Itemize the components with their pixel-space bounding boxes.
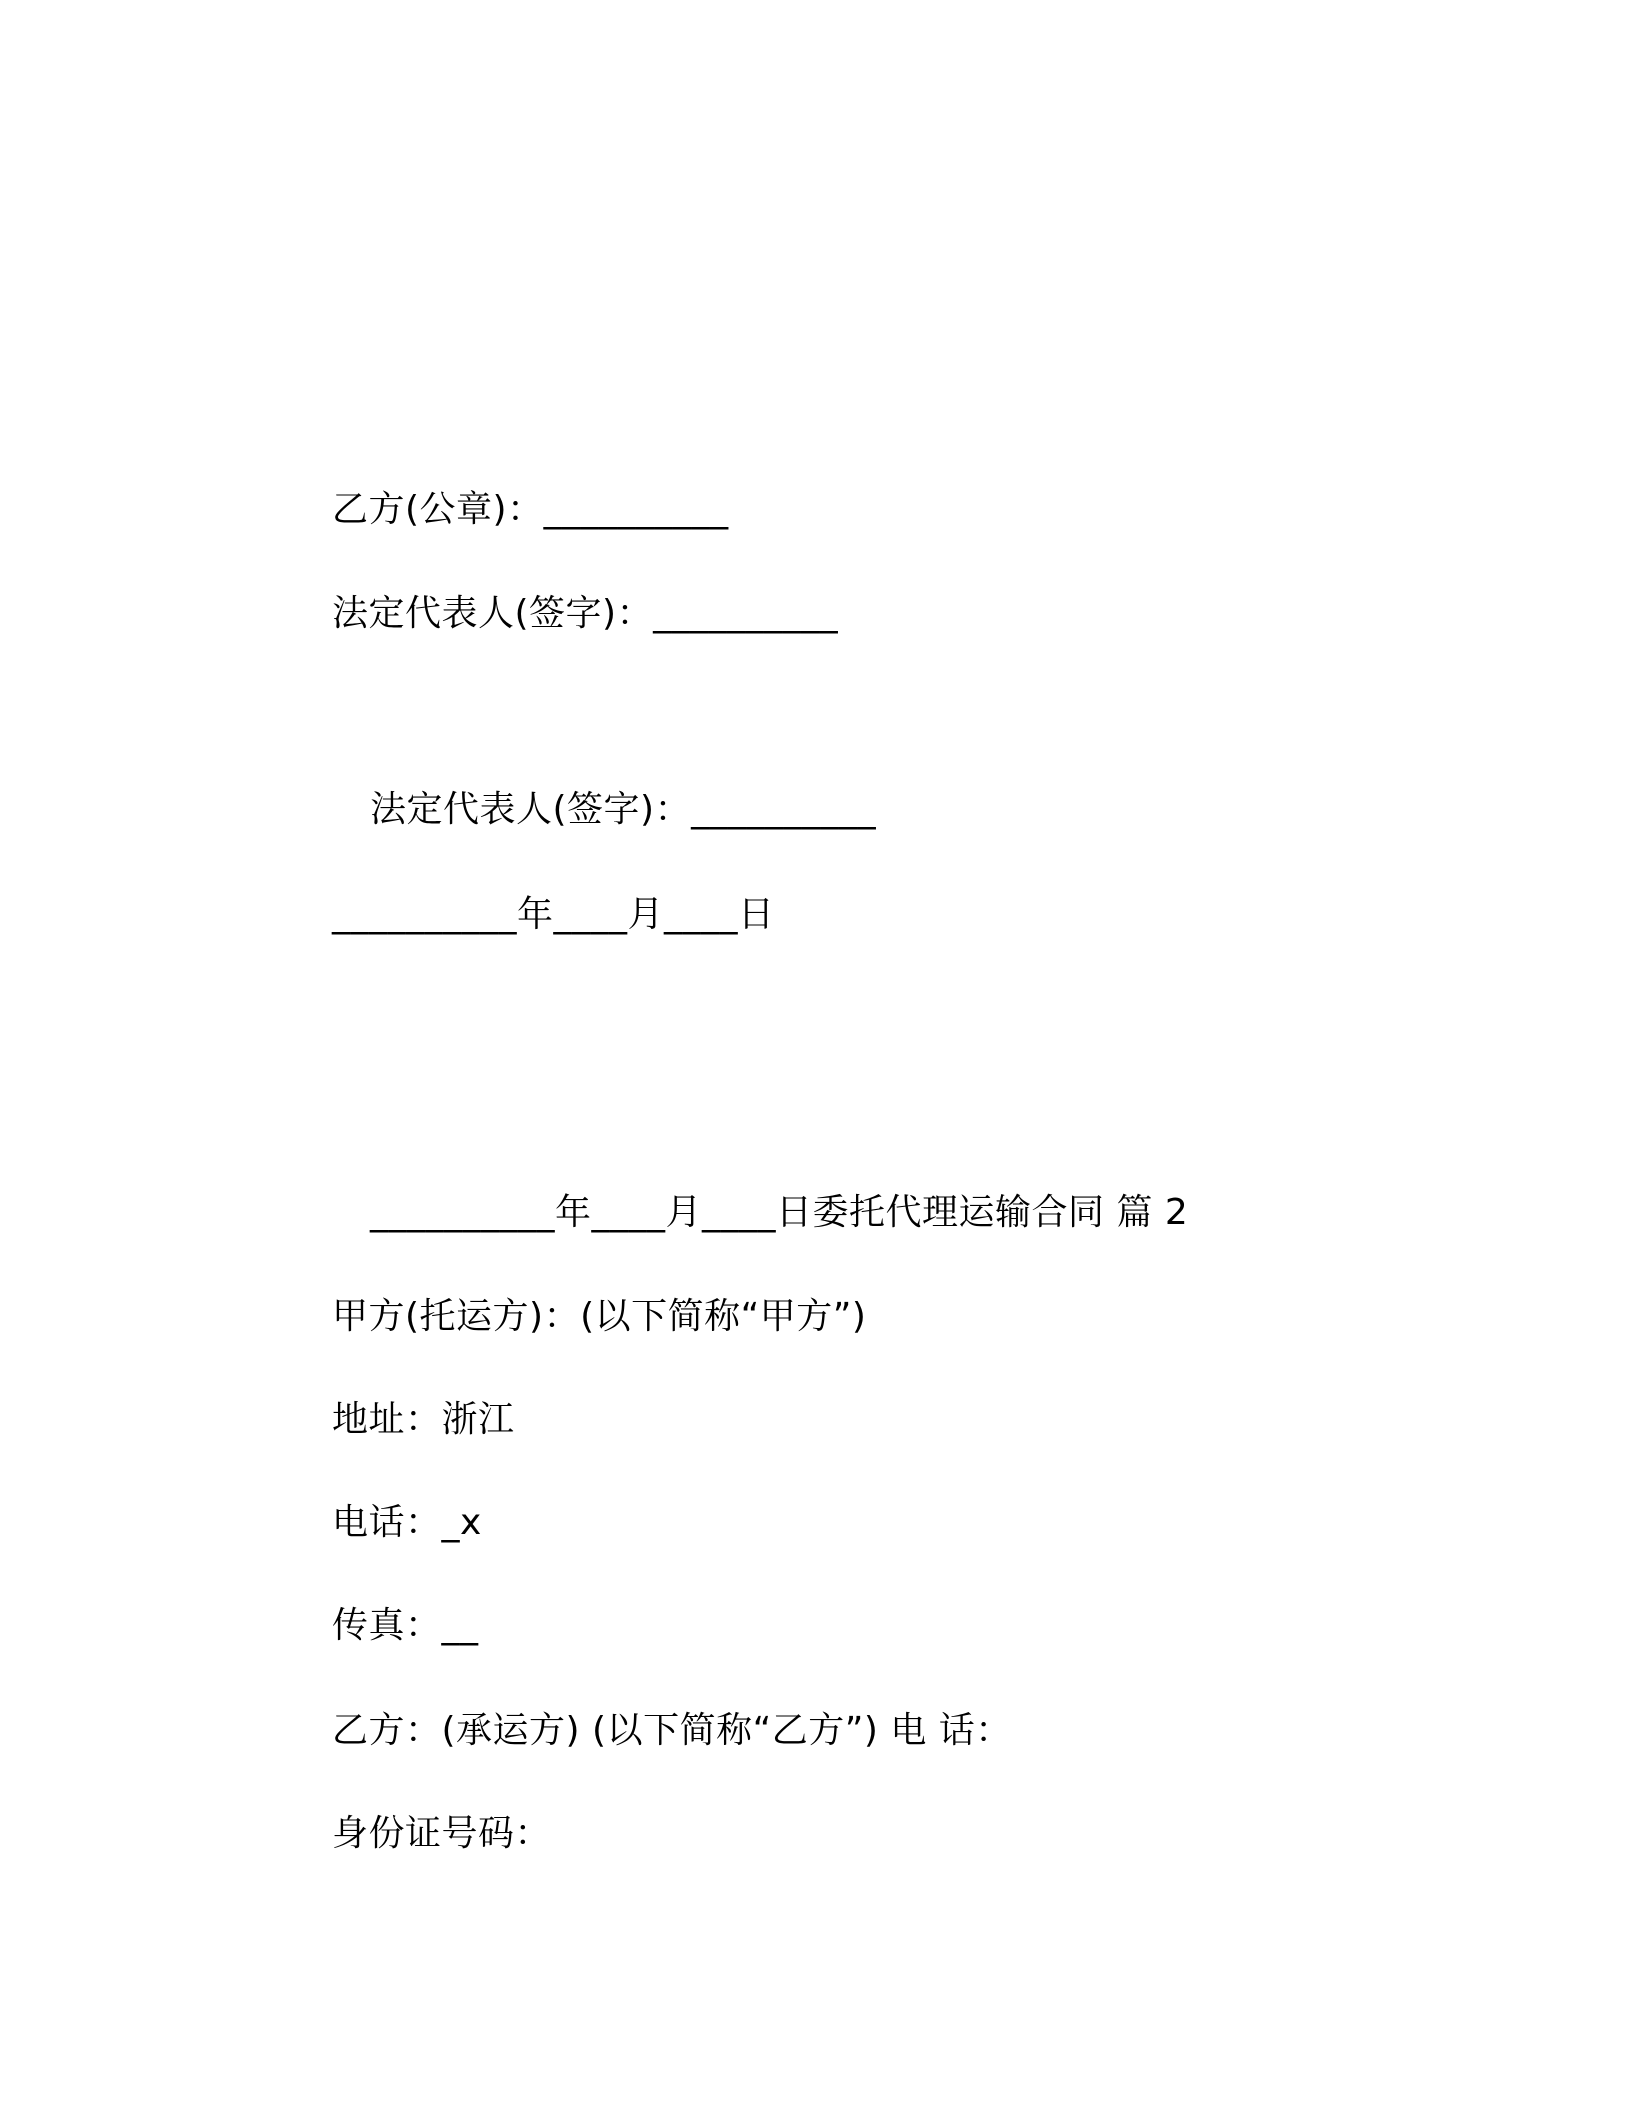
fax-line: 传真：__ bbox=[332, 1605, 479, 1646]
address-line: 地址：浙江 bbox=[332, 1399, 515, 1440]
party-a-line: 甲方(托运方)：(以下简称“甲方”) bbox=[332, 1296, 867, 1337]
party-b-line: 乙方：(承运方) (以下简称“乙方”) 电 话： bbox=[332, 1710, 1012, 1751]
legal-representative-signature-line-2: 法定代表人(签字)：__________ bbox=[370, 789, 877, 830]
date-line: __________年____月____日 bbox=[332, 894, 775, 935]
legal-representative-signature-line: 法定代表人(签字)：__________ bbox=[332, 593, 839, 634]
phone-line: 电话：_x bbox=[332, 1502, 482, 1543]
id-number-line: 身份证号码： bbox=[332, 1813, 552, 1854]
party-b-seal-line: 乙方(公章)：__________ bbox=[332, 489, 729, 530]
contract-title-line: __________年____月____日委托代理运输合同 篇 2 bbox=[370, 1192, 1189, 1233]
